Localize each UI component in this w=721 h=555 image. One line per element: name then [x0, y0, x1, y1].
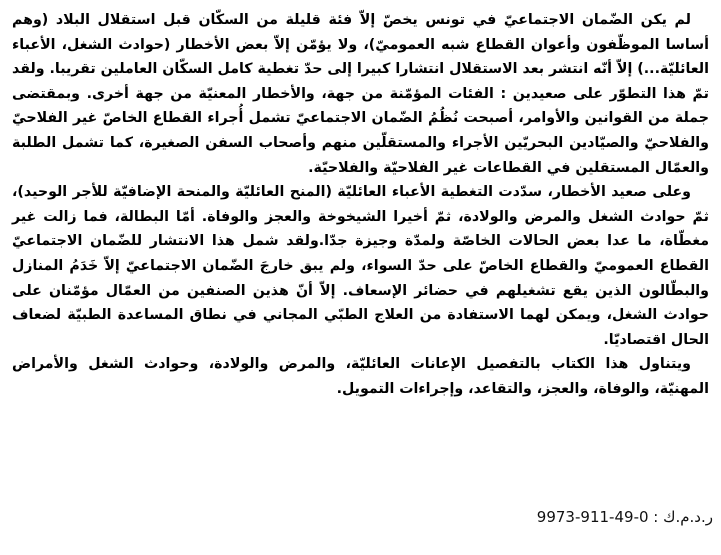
document-page	[12, 8, 709, 555]
paragraph-risks: وعلى صعيد الأخطار، سدّدت التغطية الأعباء العائليّة (المنح العائليّة والمنحة الإضافيّة للأجر الوحيد)، ثمّ حوادث الشغل والمرض والولادة، ثمّ أخيرا الشيخوخة والعجز والوفاة. أمّا البطالة، فما زالت غير مغطّاة، ما عدا بعض الحالات الخاصّة ولمدّة وجيزة جدّا.ولقد شمل هذا الانتشار للضّمان الاجتماعيّ القطاع العموميّ والقطاع الخاصّ على حدّ السواء، ولم يبق خارجَ الضّمان الاجتماعيّ إلاّ خَدَمُ المنازل والبطّالون الذين يقع تشغيلهم في حضائر الإسعاف. إلاّ أنّ هذين الصنفين من العمّال مؤمّنان على حوادث الشغل، ويمكن لهما الاستفادة من العلاج الطبّي المجاني في نطاق المساعدة الطبيّة لضعاف الحال اقتصاديّا.	[12, 184, 709, 348]
paragraph-history: لم يكن الضّمان الاجتماعيّ في تونس يخصّ إلاّ فئة قليلة من السكّان قبل استقلال البلاد (وهم أساسا الموظّفون وأعوان القطاع شبه العموميّ)، ولا يؤمّن إلاّ بعض الأخطار (حوادث الشغل، الأعباء العائليّة...) إلاّ أنّه انتشر بعد الاستقلال انتشارا كبيرا إلى حدّ تغطية كامل السكّان العاملين تقريبا. ولقد تمّ هذا التطوّر على صعيدين : الفئات المؤمّنة من جهة، والأخطار المعنيّة من جهة أخرى. وبمقتضى جملة من القوانين والأوامر، أصبحت نُظُمُ الضّمان الاجتماعيّ تشمل أُجراء القطاع الخاصّ غير الفلاحيّ والفلاحيّ والصيّادين البحريّين الأجراء والمستقلّين منهم وأصحاب السفن الصغيرة، كما تشمل الطلبة والعمّال المستقلين في القطاعات غير الفلاحيّة والفلاحيّة.	[12, 12, 709, 176]
paragraph-book-scope: ويتناول هذا الكتاب بالتفصيل الإعانات العائليّة، والمرض والولادة، وحوادث الشغل والأمراض المهنيّة، والوفاة، والعجز، والتقاعد، وإجراءات التمويل.	[12, 356, 709, 397]
isbn-line: ر.د.م.ك : 0-49-911-9973	[536, 508, 713, 526]
